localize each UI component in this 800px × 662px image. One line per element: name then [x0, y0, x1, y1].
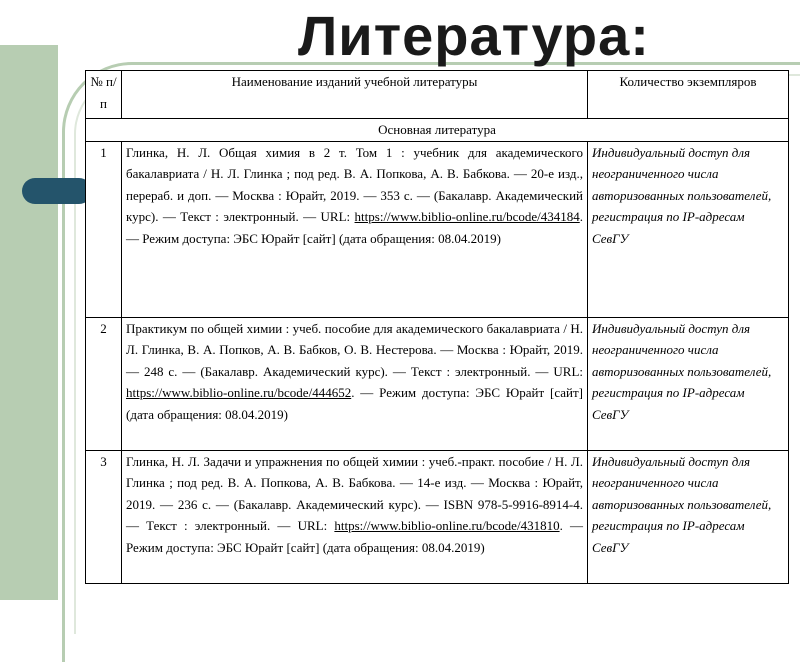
- row-number: 2: [86, 317, 122, 450]
- biblio-link[interactable]: https://www.biblio-online.ru/bcode/444652: [126, 385, 352, 400]
- description-text: Глинка, Н. Л. Задачи и упражнения по общей химии : учеб.-практ. пособие / Н. Л. Глинка ; под ред. В. А. Попкова, А. В. Бабкова. — 14-е изд. — Москва : Юрайт, 2019. — 236 с. — (Бакалавр. Академический курс). — ISBN 978-5-9916-8914-4. — Текст : электронный. — URL:: [126, 453, 583, 533]
- description-text: Практикум по общей химии : учеб. пособие для академического бакалавриата / Н. Л. Глинка, В. А. Попков, А. В. Бабков, О. В. Нестерова. — Москва : Юрайт, 2019. — 248 с. — (Бакалавр. Академический курс). — Текст : электронный. — URL:: [126, 320, 583, 379]
- section-row: [86, 119, 789, 142]
- decorative-side-band: [0, 0, 58, 600]
- section-title: Основная литература: [86, 119, 789, 142]
- row-description: [122, 141, 588, 317]
- decorative-pill: [22, 178, 92, 204]
- literature-table: [85, 70, 789, 584]
- row-copies: Индивидуальный доступ для неограниченного числа авторизованных пользователей, регистрация по IP-адресам СевГУ: [588, 317, 789, 450]
- description-text-end: . — Режим доступа: ЭБС Юрайт [сайт] (дата обращения: 08.04.2019): [126, 209, 583, 246]
- header-num: № п/п: [86, 71, 122, 119]
- row-description: [122, 450, 588, 583]
- row-copies: Индивидуальный доступ для неограниченного числа авторизованных пользователей, регистрация по IP-адресам СевГУ: [588, 450, 789, 583]
- table-header-row: [86, 71, 789, 119]
- row-copies: Индивидуальный доступ для неограниченного числа авторизованных пользователей, регистрация по IP-адресам СевГУ: [588, 141, 789, 317]
- header-copies: Количество экземпляров: [588, 71, 789, 119]
- row-description: [122, 317, 588, 450]
- row-number: 3: [86, 450, 122, 583]
- row-number: 1: [86, 141, 122, 317]
- description-text-end: . — Режим доступа: ЭБС Юрайт [сайт] (дата обращения: 08.04.2019): [126, 385, 583, 422]
- biblio-link[interactable]: https://www.biblio-online.ru/bcode/431810: [334, 518, 560, 533]
- table-row: [86, 450, 789, 583]
- header-name: Наименование изданий учебной литературы: [122, 71, 588, 119]
- table-row: [86, 317, 789, 450]
- biblio-link[interactable]: https://www.biblio-online.ru/bcode/434184: [354, 209, 580, 224]
- table-row: [86, 141, 789, 317]
- slide-title: Литература:: [298, 4, 650, 67]
- description-text: Глинка, Н. Л. Общая химия в 2 т. Том 1 : учебник для академического бакалавриата / Н. Л. Глинка ; под ред. В. А. Попкова, А. В. Бабкова. — 20-е изд., перераб. и доп. — Москва : Юрайт, 2019. — 353 с. — (Бакалавр. Академический курс). — Текст : электронный. — URL:: [126, 144, 583, 224]
- description-text-end: . — Режим доступа: ЭБС Юрайт [сайт] (дата обращения: 08.04.2019): [126, 518, 584, 555]
